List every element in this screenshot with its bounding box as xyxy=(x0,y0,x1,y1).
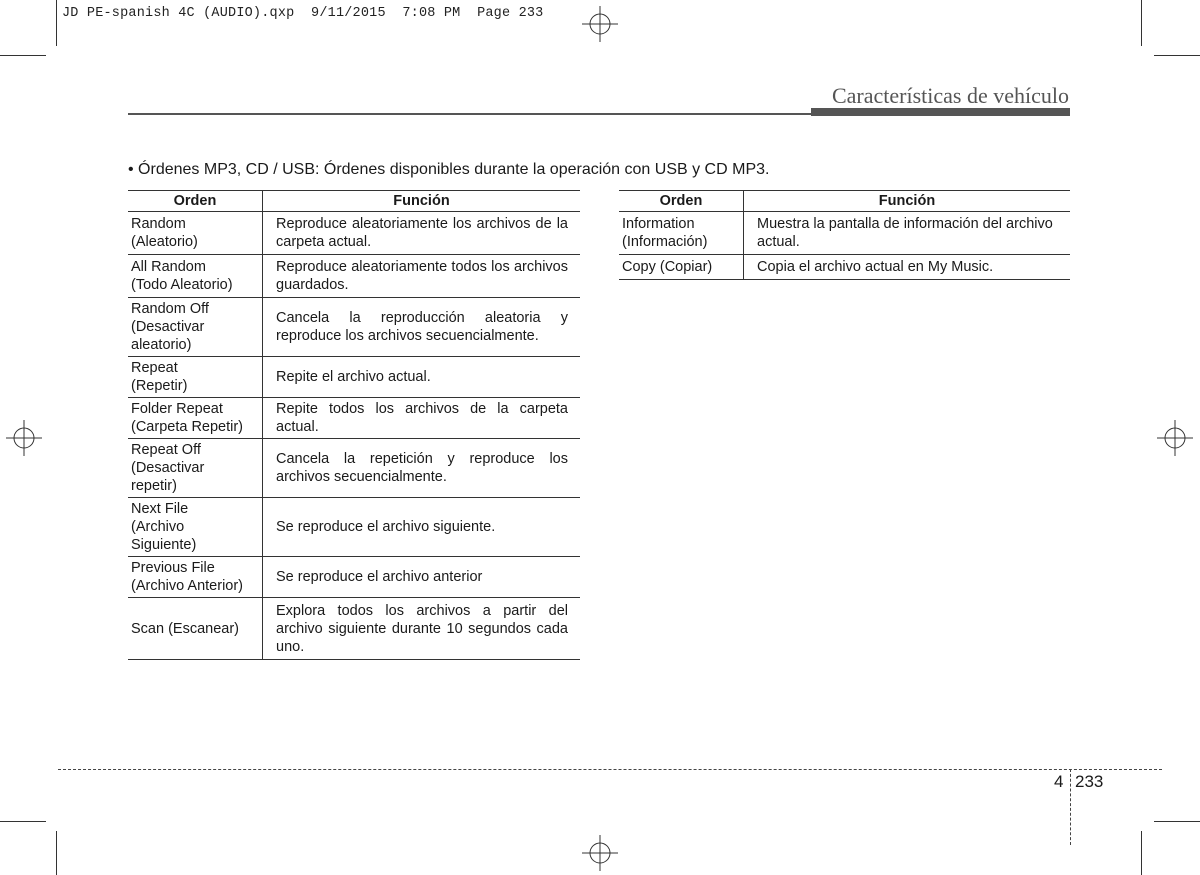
funcion-cell: Reproduce aleatoriamente todos los archivos guardados. xyxy=(263,255,581,298)
funcion-cell: Muestra la pantalla de información del archivo actual. xyxy=(744,212,1071,255)
table-row xyxy=(128,557,580,598)
table-row xyxy=(128,357,580,398)
orden-cell: Folder Repeat (Carpeta Repetir) xyxy=(128,398,263,439)
column-header-funcion: Función xyxy=(744,191,1071,212)
orden-cell: Next File (Archivo Siguiente) xyxy=(128,498,263,557)
page-number: 233 xyxy=(1075,772,1104,791)
orden-cell: Random (Aleatorio) xyxy=(128,212,263,255)
footer-dashed-divider xyxy=(1070,769,1071,845)
registration-mark-bottom xyxy=(582,835,618,871)
funcion-cell: Cancela la repetición y reproduce los archivos secuencialmente. xyxy=(263,439,581,498)
commands-table-left xyxy=(128,190,580,660)
registration-mark-right xyxy=(1157,420,1193,456)
header-rule xyxy=(128,113,811,115)
funcion-cell: Se reproduce el archivo anterior xyxy=(263,557,581,598)
section-title: Características de vehículo xyxy=(831,83,1069,108)
table-row xyxy=(128,255,580,298)
column-header-orden: Orden xyxy=(128,191,263,212)
table-row xyxy=(619,212,1070,255)
table-row xyxy=(128,439,580,498)
chapter-number: 4 xyxy=(1054,772,1064,791)
registration-mark-left xyxy=(6,420,42,456)
commands-table-right xyxy=(619,190,1070,280)
table-row xyxy=(128,398,580,439)
orden-cell: Previous File (Archivo Anterior) xyxy=(128,557,263,598)
orden-cell: All Random (Todo Aleatorio) xyxy=(128,255,263,298)
table-row xyxy=(128,498,580,557)
funcion-cell: Copia el archivo actual en My Music. xyxy=(744,255,1071,280)
orden-cell: Random Off (Desactivar aleatorio) xyxy=(128,298,263,357)
header-rule-thick xyxy=(811,108,1070,116)
table-row xyxy=(619,255,1070,280)
orden-cell: Copy (Copiar) xyxy=(619,255,744,280)
funcion-cell: Cancela la reproducción aleatoria y reproduce los archivos secuencialmente. xyxy=(263,298,581,357)
orden-cell: Repeat (Repetir) xyxy=(128,357,263,398)
funcion-cell: Repite todos los archivos de la carpeta actual. xyxy=(263,398,581,439)
funcion-cell: Reproduce aleatoriamente los archivos de la carpeta actual. xyxy=(263,212,581,255)
footer-dashed-rule xyxy=(58,769,1162,770)
column-header-orden: Orden xyxy=(619,191,744,212)
table-row xyxy=(128,212,580,255)
funcion-cell: Explora todos los archivos a partir del archivo siguiente durante 10 segundos cada uno. xyxy=(263,598,581,660)
table-header-row xyxy=(619,191,1070,212)
orden-cell: Scan (Escanear) xyxy=(128,598,263,660)
registration-mark-top xyxy=(582,6,618,42)
column-header-funcion: Función xyxy=(263,191,581,212)
funcion-cell: Se reproduce el archivo siguiente. xyxy=(263,498,581,557)
print-slug-line: JD PE-spanish 4C (AUDIO).qxp 9/11/2015 7:08 PM Page 233 xyxy=(62,6,544,21)
intro-text: • Órdenes MP3, CD / USB: Órdenes disponibles durante la operación con USB y CD MP3. xyxy=(128,161,770,178)
orden-cell: Repeat Off (Desactivar repetir) xyxy=(128,439,263,498)
table-row xyxy=(128,298,580,357)
table-header-row xyxy=(128,191,580,212)
funcion-cell: Repite el archivo actual. xyxy=(263,357,581,398)
orden-cell: Information (Información) xyxy=(619,212,744,255)
table-row xyxy=(128,598,580,660)
